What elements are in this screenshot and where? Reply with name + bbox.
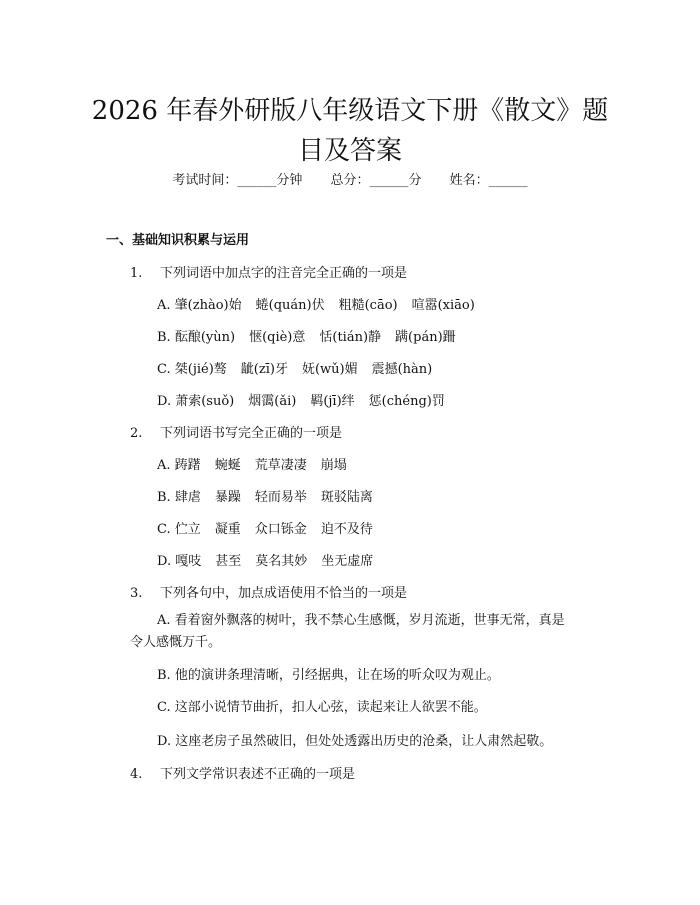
q3-option-b <box>157 664 500 683</box>
exam-time: 考试时间：______分钟 <box>172 173 303 188</box>
option-word: 粗糙(cāo) <box>338 298 398 313</box>
q3-option-c <box>157 696 487 715</box>
q2-option-b <box>157 486 387 505</box>
option-word: 惩(chéng)罚 <box>368 394 445 409</box>
option-label: A. <box>157 298 171 313</box>
option-word: 羁(jī)绊 <box>310 394 355 409</box>
q2-option-c <box>157 518 387 537</box>
option-word: 喧嚣(xiāo) <box>411 298 475 313</box>
option-word: 莫名其妙 <box>255 554 308 569</box>
option-label: A. <box>157 458 171 473</box>
exam-info <box>0 169 700 188</box>
q1-option-a <box>157 294 489 313</box>
option-word: 轻而易举 <box>254 490 307 505</box>
option-text: 这部小说情节曲折，扣人心弦，读起来让人欲罢不能。 <box>174 700 487 715</box>
option-word: 坐无虚席 <box>321 554 374 569</box>
option-word: 迫不及待 <box>320 522 373 537</box>
option-label: C. <box>157 522 171 537</box>
q2-option-a <box>157 454 361 473</box>
option-text: 他的演讲条理清晰，引经据典，让在场的听众叹为观止。 <box>174 668 500 683</box>
option-word: 妩(wǔ)媚 <box>301 362 358 377</box>
option-word: 肇(zhào)始 <box>174 298 242 313</box>
question-text: 下列文学常识表述不正确的一项是 <box>160 767 356 782</box>
option-text: 看着窗外飘落的树叶，我不禁心生感慨，岁月流逝，世事无常，真是令人感慨万千。 <box>130 613 565 650</box>
option-label: D. <box>157 394 172 409</box>
q1-option-d <box>157 390 459 409</box>
option-word: 萧索(suǒ) <box>175 394 235 409</box>
option-label: A. <box>157 613 171 628</box>
question-number: 2. <box>130 426 143 441</box>
option-word: 蜷(quán)伏 <box>255 298 325 313</box>
option-word: 嘎吱 <box>175 554 202 569</box>
question-text: 下列词语书写完全正确的一项是 <box>160 426 343 441</box>
exam-name: 姓名：______ <box>449 173 528 188</box>
q3-option-a <box>130 610 570 654</box>
q3-option-d <box>157 730 552 749</box>
option-label: B. <box>157 668 171 683</box>
exam-score: 总分：______分 <box>330 173 422 188</box>
question-number: 4. <box>130 767 143 782</box>
option-label: D. <box>157 734 172 749</box>
option-word: 震撼(hàn) <box>371 362 433 377</box>
option-word: 烟霭(ǎi) <box>248 394 297 409</box>
option-word: 酝酿(yùn) <box>174 330 236 345</box>
option-word: 众口铄金 <box>254 522 307 537</box>
question-text: 下列词语中加点字的注音完全正确的一项是 <box>160 266 408 281</box>
question-3 <box>130 582 407 601</box>
option-label: C. <box>157 700 171 715</box>
option-word: 惬(qiè)意 <box>249 330 306 345</box>
question-2 <box>130 422 342 441</box>
q1-option-c <box>157 358 446 377</box>
option-text: 这座老房子虽然破旧，但处处透露出历史的沧桑，让人肃然起敬。 <box>175 734 553 749</box>
option-label: C. <box>157 362 171 377</box>
page-title: 2026 年春外研版八年级语文下册《散文》题目及答案 <box>91 96 609 167</box>
option-word: 凝重 <box>214 522 241 537</box>
option-word: 荒草凄凄 <box>254 458 307 473</box>
option-word: 踌躇 <box>174 458 201 473</box>
question-1 <box>130 262 407 281</box>
q2-option-d <box>157 550 387 569</box>
option-word: 伫立 <box>174 522 201 537</box>
option-label: D. <box>157 554 172 569</box>
question-number: 1. <box>130 266 143 281</box>
section-heading: 一、基础知识积累与运用 <box>106 233 250 248</box>
option-word: 桀(jié)骜 <box>174 362 227 377</box>
option-word: 暴躁 <box>214 490 241 505</box>
option-word: 龇(zī)牙 <box>240 362 288 377</box>
option-word: 崩塌 <box>320 458 347 473</box>
option-label: B. <box>157 490 171 505</box>
question-number: 3. <box>130 586 143 601</box>
option-word: 蹒(pán)跚 <box>395 330 456 345</box>
question-text: 下列各句中，加点成语使用不恰当的一项是 <box>160 586 408 601</box>
option-word: 蜿蜒 <box>214 458 241 473</box>
q1-option-b <box>157 326 470 345</box>
option-label: B. <box>157 330 171 345</box>
option-word: 甚至 <box>215 554 242 569</box>
option-word: 肆虐 <box>174 490 201 505</box>
question-4 <box>130 763 355 782</box>
option-word: 恬(tián)静 <box>319 330 382 345</box>
option-word: 斑驳陆离 <box>320 490 373 505</box>
